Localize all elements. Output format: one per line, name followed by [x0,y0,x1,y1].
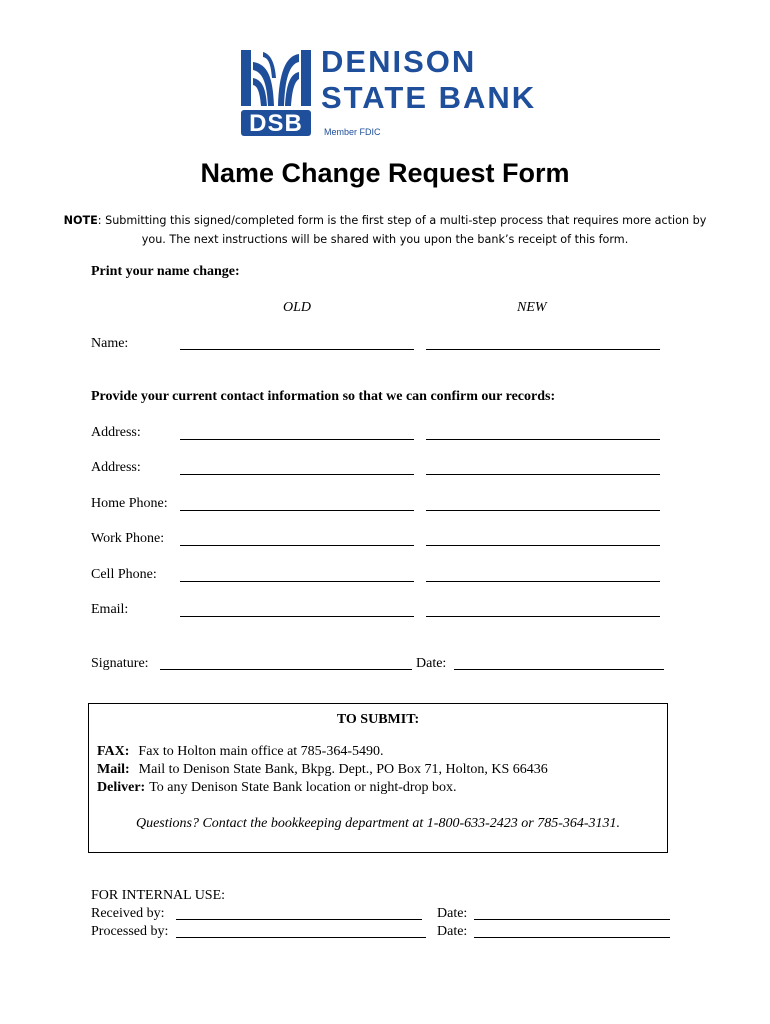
logo-monogram: DSB [249,110,303,137]
deliver-line [97,780,457,796]
fax-label: FAX: [97,744,130,759]
submit-heading: TO SUBMIT: [336,712,420,727]
fax-text: Fax to Holton main office at 785-364-5490. [138,744,384,759]
form-title: Name Change Request Form [200,158,570,188]
mail-label: Mail: [97,762,130,777]
bank-name-line1: DENISON [321,44,477,79]
processed-date-label: Date: [437,924,468,939]
deliver-text: To any Denison State Bank location or night-drop box. [149,780,457,795]
old-name-field[interactable] [180,349,414,350]
new-address-field-2[interactable] [426,474,660,475]
processed-by-field[interactable] [176,937,426,938]
new-name-field[interactable] [426,349,660,350]
bank-name-line2: STATE BANK [321,80,537,115]
email-label: Email: [91,602,129,617]
name-change-heading: Print your name change: [91,264,240,279]
questions-text: Questions? Contact the bookkeeping department at 1-800-633-2423 or 785-364-3131. [135,816,621,831]
old-address-field-2[interactable] [180,474,414,475]
new-home-phone-field[interactable] [426,510,660,511]
old-column-header: OLD [283,300,312,315]
address-label-2: Address: [91,460,141,475]
signature-date-label: Date: [416,656,447,671]
deliver-label: Deliver: [97,780,146,795]
old-work-phone-field[interactable] [180,545,414,546]
home-phone-label: Home Phone: [91,496,168,511]
old-cell-phone-field[interactable] [180,581,414,582]
new-column-header: NEW [517,300,547,315]
address-label-1: Address: [91,425,141,440]
internal-use-heading: FOR INTERNAL USE: [91,888,226,903]
processed-by-label: Processed by: [91,924,169,939]
old-email-field[interactable] [180,616,414,617]
member-fdic-text: Member FDIC [324,127,381,137]
fax-line [97,744,384,760]
bank-name [321,44,536,116]
old-home-phone-field[interactable] [180,510,414,511]
mail-line [97,762,548,778]
note-label: NOTE [63,214,98,227]
new-cell-phone-field[interactable] [426,581,660,582]
signature-field[interactable] [160,669,412,670]
new-address-field-1[interactable] [426,439,660,440]
bank-logo-mark [241,48,311,138]
note-body: : Submitting this signed/completed form is the first step of a multi-step process that requires more action by you. The next instructions will be shared with you upon the bank’s receipt of this form. [97,214,707,246]
received-by-label: Received by: [91,906,165,921]
signature-label: Signature: [91,656,149,671]
contact-heading: Provide your current contact information so that we can confirm our records: [91,389,556,404]
new-work-phone-field[interactable] [426,545,660,546]
signature-date-field[interactable] [454,669,664,670]
processed-date-field[interactable] [474,937,670,938]
note-text [60,211,710,249]
old-address-field-1[interactable] [180,439,414,440]
received-date-label: Date: [437,906,468,921]
cell-phone-label: Cell Phone: [91,567,157,582]
work-phone-label: Work Phone: [91,531,165,546]
new-email-field[interactable] [426,616,660,617]
received-date-field[interactable] [474,919,670,920]
name-label: Name: [91,336,129,351]
received-by-field[interactable] [176,919,422,920]
mail-text: Mail to Denison State Bank, Bkpg. Dept., PO Box 71, Holton, KS 66436 [138,762,548,777]
